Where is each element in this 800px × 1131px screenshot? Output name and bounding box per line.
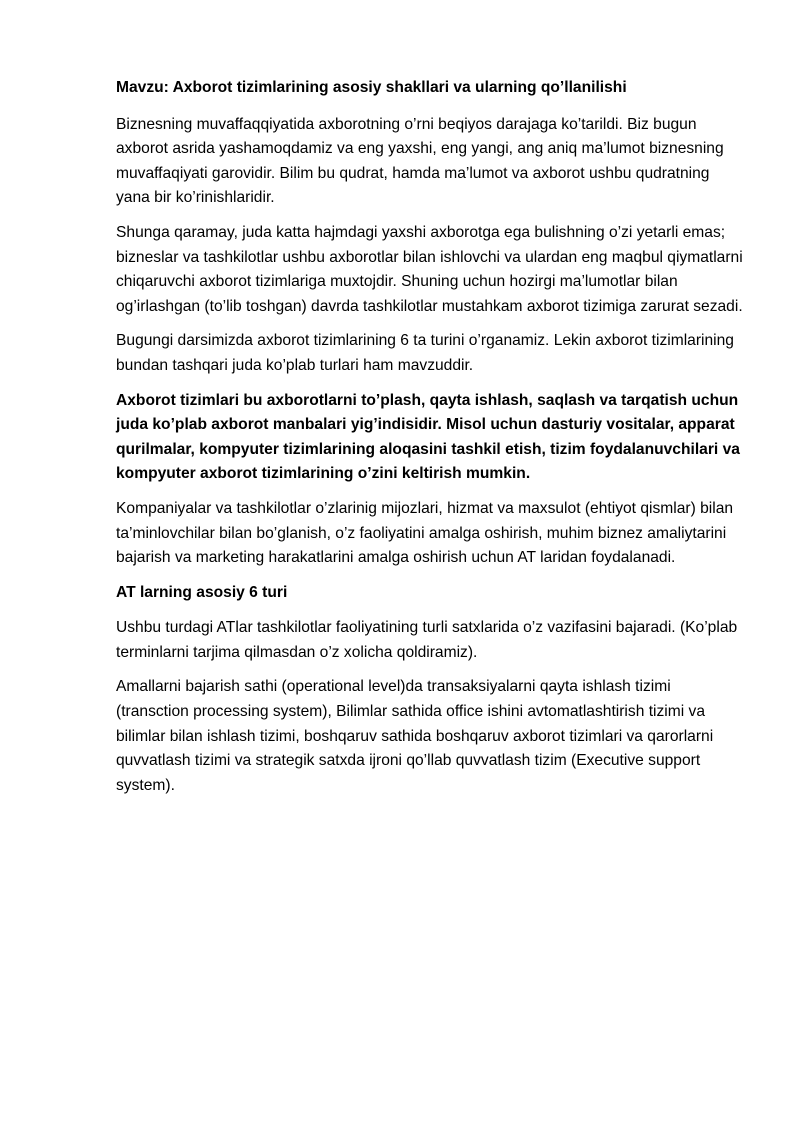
paragraph-intro: Biznesning muvaffaqqiyatida axborotning o’rni beqiyos darajaga ko’tarildi. Biz bugun axborot asrida yashamoqdamiz va eng yaxshi, eng yangi, ang aniq ma’lumot biznesning muvaffaqiyati garovidir. Bilim bu qudrat, hamda ma’lumot va axborot ushbu qudratning yana bir ko’rinishlaridir. (116, 115, 724, 207)
paragraph-lesson-scope: Bugungi darsimizda axborot tizimlarining 6 ta turini o’rganamiz. Lekin axborot tizimlarining bundan tashqari juda ko’plab turlari ham mavzuddir. (116, 332, 734, 374)
document-title: Mavzu: Axborot tizimlarining asosiy shakllari va ularning qo’llanilishi (116, 79, 627, 96)
paragraph-system-types: Amallarni bajarish sathi (operational level)da transaksiyalarni qayta ishlash tizimi (transction processing system), Bilimlar sathida office ishini avtomatlashtirish tizimi va bilimlar bilan ishlash tizimi, boshqaruv sathida boshqaruv axborot tizimlari va qarorlarni quvvatlash tizimi va strategik satxda ijroni qo’llab quvvatlash tizim (Executive support system). (116, 678, 714, 794)
paragraph-levels: Ushbu turdagi ATlar tashkilotlar faoliyatining turli satxlarida o’z vazifasini bajaradi. (Ko’plab terminlarni tarjima qilmasdan o’z xolicha qoldiramiz). (116, 619, 738, 661)
paragraph-need-for-systems: Shunga qaramay, juda katta hajmdagi yaxshi axborotga ega bulishning o’zi yetarli emas; bizneslar va tashkilotlar ushbu axborotlar bilan ishlovchi va ulardan eng maqbul qiymatlarni chiqaruvchi axborot tizimlariga muxtojdir. Shuning uchun hozirgi ma’lumotlar bilan og’irlashgan (to’lib toshgan) davrda tashkilotlar mustahkam axborot tizimiga zarurat sezadi. (116, 223, 743, 315)
section-heading: AT larning asosiy 6 turi (116, 583, 288, 601)
document-page (116, 76, 746, 808)
paragraph-usage: Kompaniyalar va tashkilotlar o’zlarinig mijozlari, hizmat va maxsulot (ehtiyot qismlar) bilan ta’minlovchilar bilan bo’glanish, o’z faoliyatini amalga oshirish, muhim biznez amaliytarini bajarish va marketing harakatlarini amalga oshirish uchun AT laridan foydalanadi. (116, 499, 734, 567)
paragraph-definition: Axborot tizimlari bu axborotlarni to’plash, qayta ishlash, saqlash va tarqatish uchun juda ko’plab axborot manbalari yig’indisidir. Misol uchun dasturiy vositalar, apparat qurilmalar, kompyuter tizimlarining aloqasini tashkil etish, tizim foydalanuvchilari va kompyuter axborot tizimlarining o’zini keltirish mumkin. (116, 391, 740, 483)
